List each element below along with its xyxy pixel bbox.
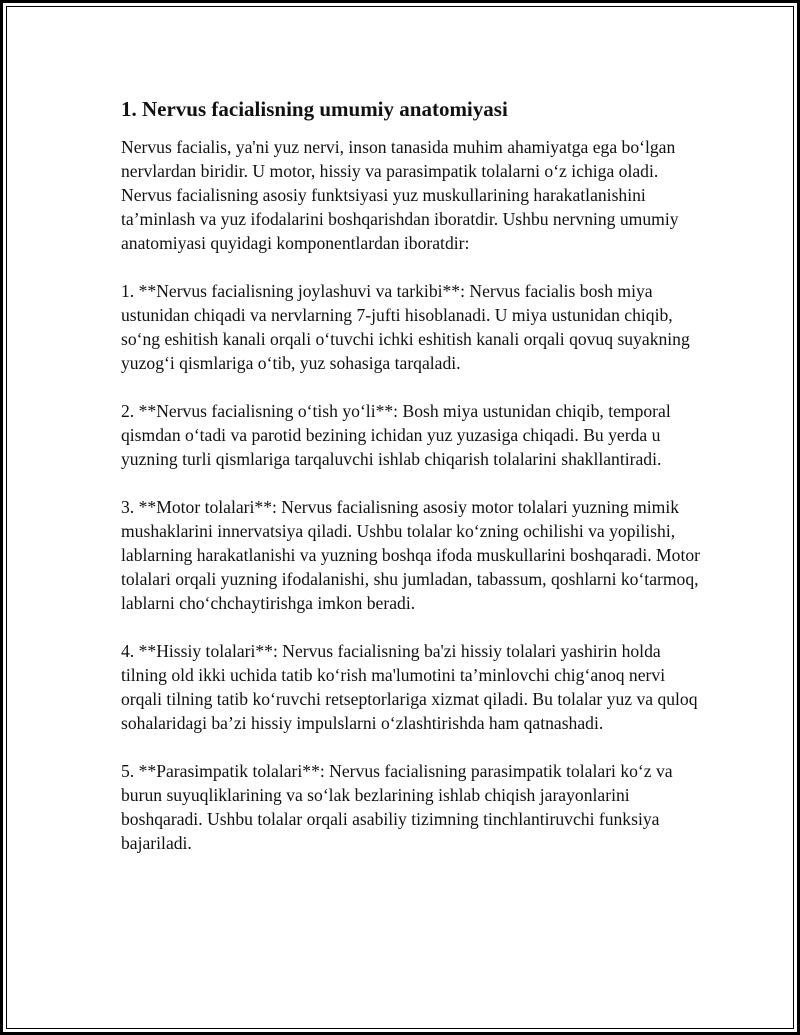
paragraph-location: 1. **Nervus facialisning joylashuvi va tarkibi**: Nervus facialis bosh miya ustunidan chiqadi va nervlarning 7-jufti hisoblanadi. U miya ustunidan chiqib, so‘ng eshitish kanali orqali o‘tuvchi ichki eshitish kanali orqali qovuq suyakning yuzog‘i qismlariga o‘tib, yuz sohasiga tarqaladi. [121, 281, 690, 373]
paragraph-motor-fibers: 3. **Motor tolalari**: Nervus facialisning asosiy motor tolalari yuzning mimik mushaklarini innervatsiya qiladi. Ushbu tolalar ko‘zning ochilishi va yopilishi, lablarning harakatlanishi va yuzning boshqa ifoda muskullarini boshqaradi. Motor tolalari orqali yuzning ifodalanishi, shu jumladan, tabassum, qoshlarni ko‘tarmoq, lablarni cho‘chchaytirishga imkon beradi. [121, 497, 700, 613]
paragraph-sensory-fibers: 4. **Hissiy tolalari**: Nervus facialisning ba'zi hissiy tolalari yashirin holda tilning old ikki uchida tatib ko‘rish ma'lumotini ta’minlovchi chig‘anoq nervi orqali tilning tatib ko‘ruvchi retseptorlariga xizmat qiladi. Bu tolalar yuz va quloq sohalaridagi ba’zi hissiy impulslarni o‘zlashtirishda ham qatnashadi. [121, 641, 698, 733]
section-heading: 1. Nervus facialisning umumiy anatomiyasi [121, 97, 508, 121]
paragraph-parasympathetic-fibers: 5. **Parasimpatik tolalari**: Nervus facialisning parasimpatik tolalari ko‘z va burun suyuqliklarining va so‘lak bezlarining ishlab chiqish jarayonlarini boshqaradi. Ushbu tolalar orqali asabiliy tizimning tinchlantiruvchi funksiya bajariladi. [121, 761, 673, 853]
paragraph-pathway: 2. **Nervus facialisning o‘tish yo‘li**: Bosh miya ustunidan chiqib, temporal qismdan o‘tadi va parotid bezining ichidan yuz yuzasiga chiqadi. Bu yerda u yuzning turli qismlariga tarqaluvchi ishlab chiqarish tolalarini shakllantiradi. [121, 401, 671, 469]
intro-paragraph: Nervus facialis, ya'ni yuz nervi, inson tanasida muhim ahamiyatga ega bo‘lgan nervlardan biridir. U motor, hissiy va parasimpatik tolalarni o‘z ichiga oladi. Nervus facialisning asosiy funktsiyasi yuz muskullarining harakatlanishini ta’minlash va yuz ifodalarini boshqarishdan iboratdir. Ushbu nervning umumiy anatomiyasi quyidagi komponentlardan iboratdir: [121, 137, 679, 253]
document-body [121, 95, 701, 879]
